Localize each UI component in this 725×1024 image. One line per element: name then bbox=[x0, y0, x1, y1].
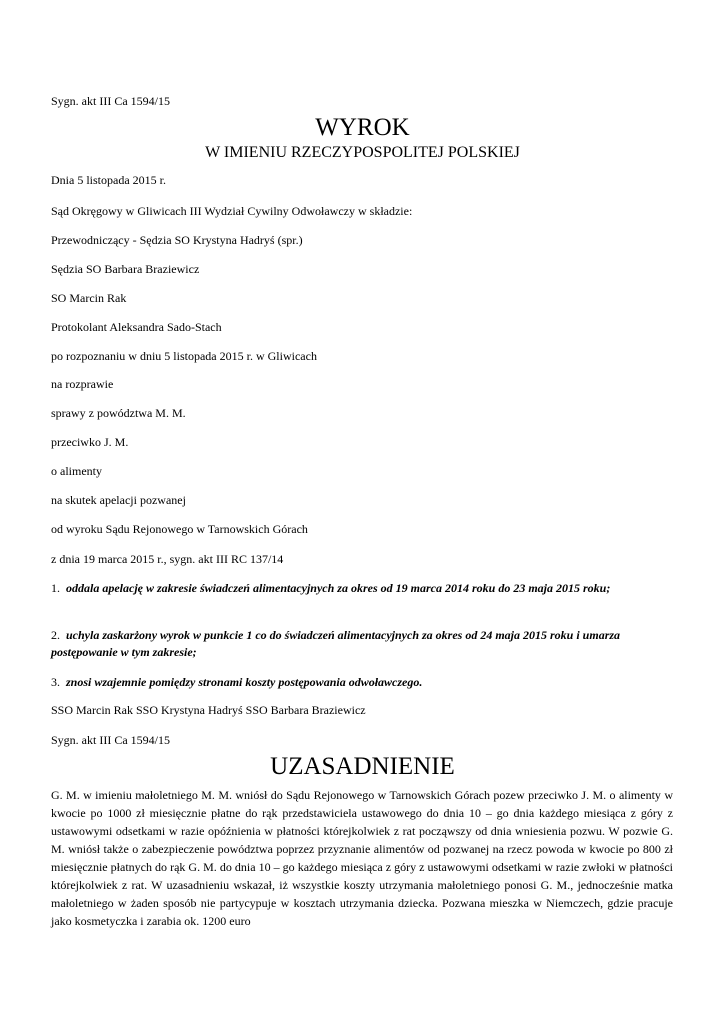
justification-paragraph: G. M. w imieniu małoletniego M. M. wniósł do Sądu Rejonowego w Tarnowskich Górach pozew przeciwko J. M. o alimenty w kwocie po 1000 zł miesięcznie płatne do rąk przedstawiciela ustawowego do dnia 10 – go dnia każdego miesiąca z góry z ustawowymi odsetkami w razie opóźnienia w płatności którejkolwiek z rat począwszy od dnia wniesienia pozwu. W pozwie G. M. wniósł także o zabezpieczenie powództwa poprzez przyznanie alimentów od pozwanej na rzecz powoda w kwocie po 800 zł miesięcznie płatnych do rąk G. M. do dnia 10 – go każdego miesiąca z góry z ustawowymi odsetkami w razie zwłoki w płatności którejkolwiek z rat. W uzasadnieniu wskazał, iż wszystkie koszty utrzymania małoletniego ponosi G. M., jednocześnie matka małoletniego w żaden sposób nie partycypuje w kosztach utrzymania dziecka. Pozwana mieszka w Niemczech, gdzie pracuje jako kosmetyczka i zarabia ok. 1200 euro bbox=[51, 788, 673, 928]
hearing-line: po rozpoznaniu w dniu 5 listopada 2015 r. w Gliwicach bbox=[51, 349, 317, 363]
ruling-item-1 bbox=[51, 580, 673, 597]
justification-title: UZASADNIENIE bbox=[270, 753, 455, 780]
document-title: WYROK bbox=[315, 114, 410, 141]
defendant-line: przeciwko J. M. bbox=[51, 435, 129, 449]
case-signature-top: Sygn. akt III Ca 1594/15 bbox=[51, 94, 170, 108]
judge-line: Sędzia SO Barbara Braziewicz bbox=[51, 262, 200, 276]
ruling-text: znosi wzajemnie pomiędzy stronami koszty postępowania odwoławczego. bbox=[66, 675, 423, 689]
document-subtitle: W IMIENIU RZECZYPOSPOLITEJ POLSKIEJ bbox=[205, 144, 520, 161]
court-line: Sąd Okręgowy w Gliwicach III Wydział Cywilny Odwoławczy w składzie: bbox=[51, 204, 413, 218]
presiding-judge-line: Przewodniczący - Sędzia SO Krystyna Hadryś (spr.) bbox=[51, 233, 303, 247]
ruling-text: oddala apelację w zakresie świadczeń alimentacyjnych za okres od 19 marca 2014 roku do 23 maja 2015 roku; bbox=[66, 581, 611, 595]
judge-line-2: SO Marcin Rak bbox=[51, 291, 127, 305]
ruling-text: uchyla zaskarżony wyrok w punkcie 1 co do świadczeń alimentacyjnych za okres od 24 maja 2015 roku i umarza postępowanie w tym zakresie; bbox=[51, 628, 621, 659]
ruling-item-2 bbox=[51, 627, 673, 661]
signatures-line: SSO Marcin Rak SSO Krystyna Hadryś SSO Barbara Braziewicz bbox=[51, 703, 366, 717]
appeal-line: na skutek apelacji pozwanej bbox=[51, 493, 186, 507]
lower-judgment-line: z dnia 19 marca 2015 r., sygn. akt III RC 137/14 bbox=[51, 552, 284, 566]
subject-line: o alimenty bbox=[51, 464, 102, 478]
date-line: Dnia 5 listopada 2015 r. bbox=[51, 173, 166, 187]
ruling-number: 1. bbox=[51, 581, 60, 595]
lower-court-line: od wyroku Sądu Rejonowego w Tarnowskich Górach bbox=[51, 522, 308, 536]
ruling-number: 2. bbox=[51, 628, 60, 642]
claimant-line: sprawy z powództwa M. M. bbox=[51, 406, 186, 420]
ruling-item-3 bbox=[51, 674, 673, 691]
ruling-number: 3. bbox=[51, 675, 60, 689]
session-line: na rozprawie bbox=[51, 377, 114, 391]
case-signature-bottom: Sygn. akt III Ca 1594/15 bbox=[51, 733, 170, 747]
clerk-line: Protokolant Aleksandra Sado-Stach bbox=[51, 320, 222, 334]
